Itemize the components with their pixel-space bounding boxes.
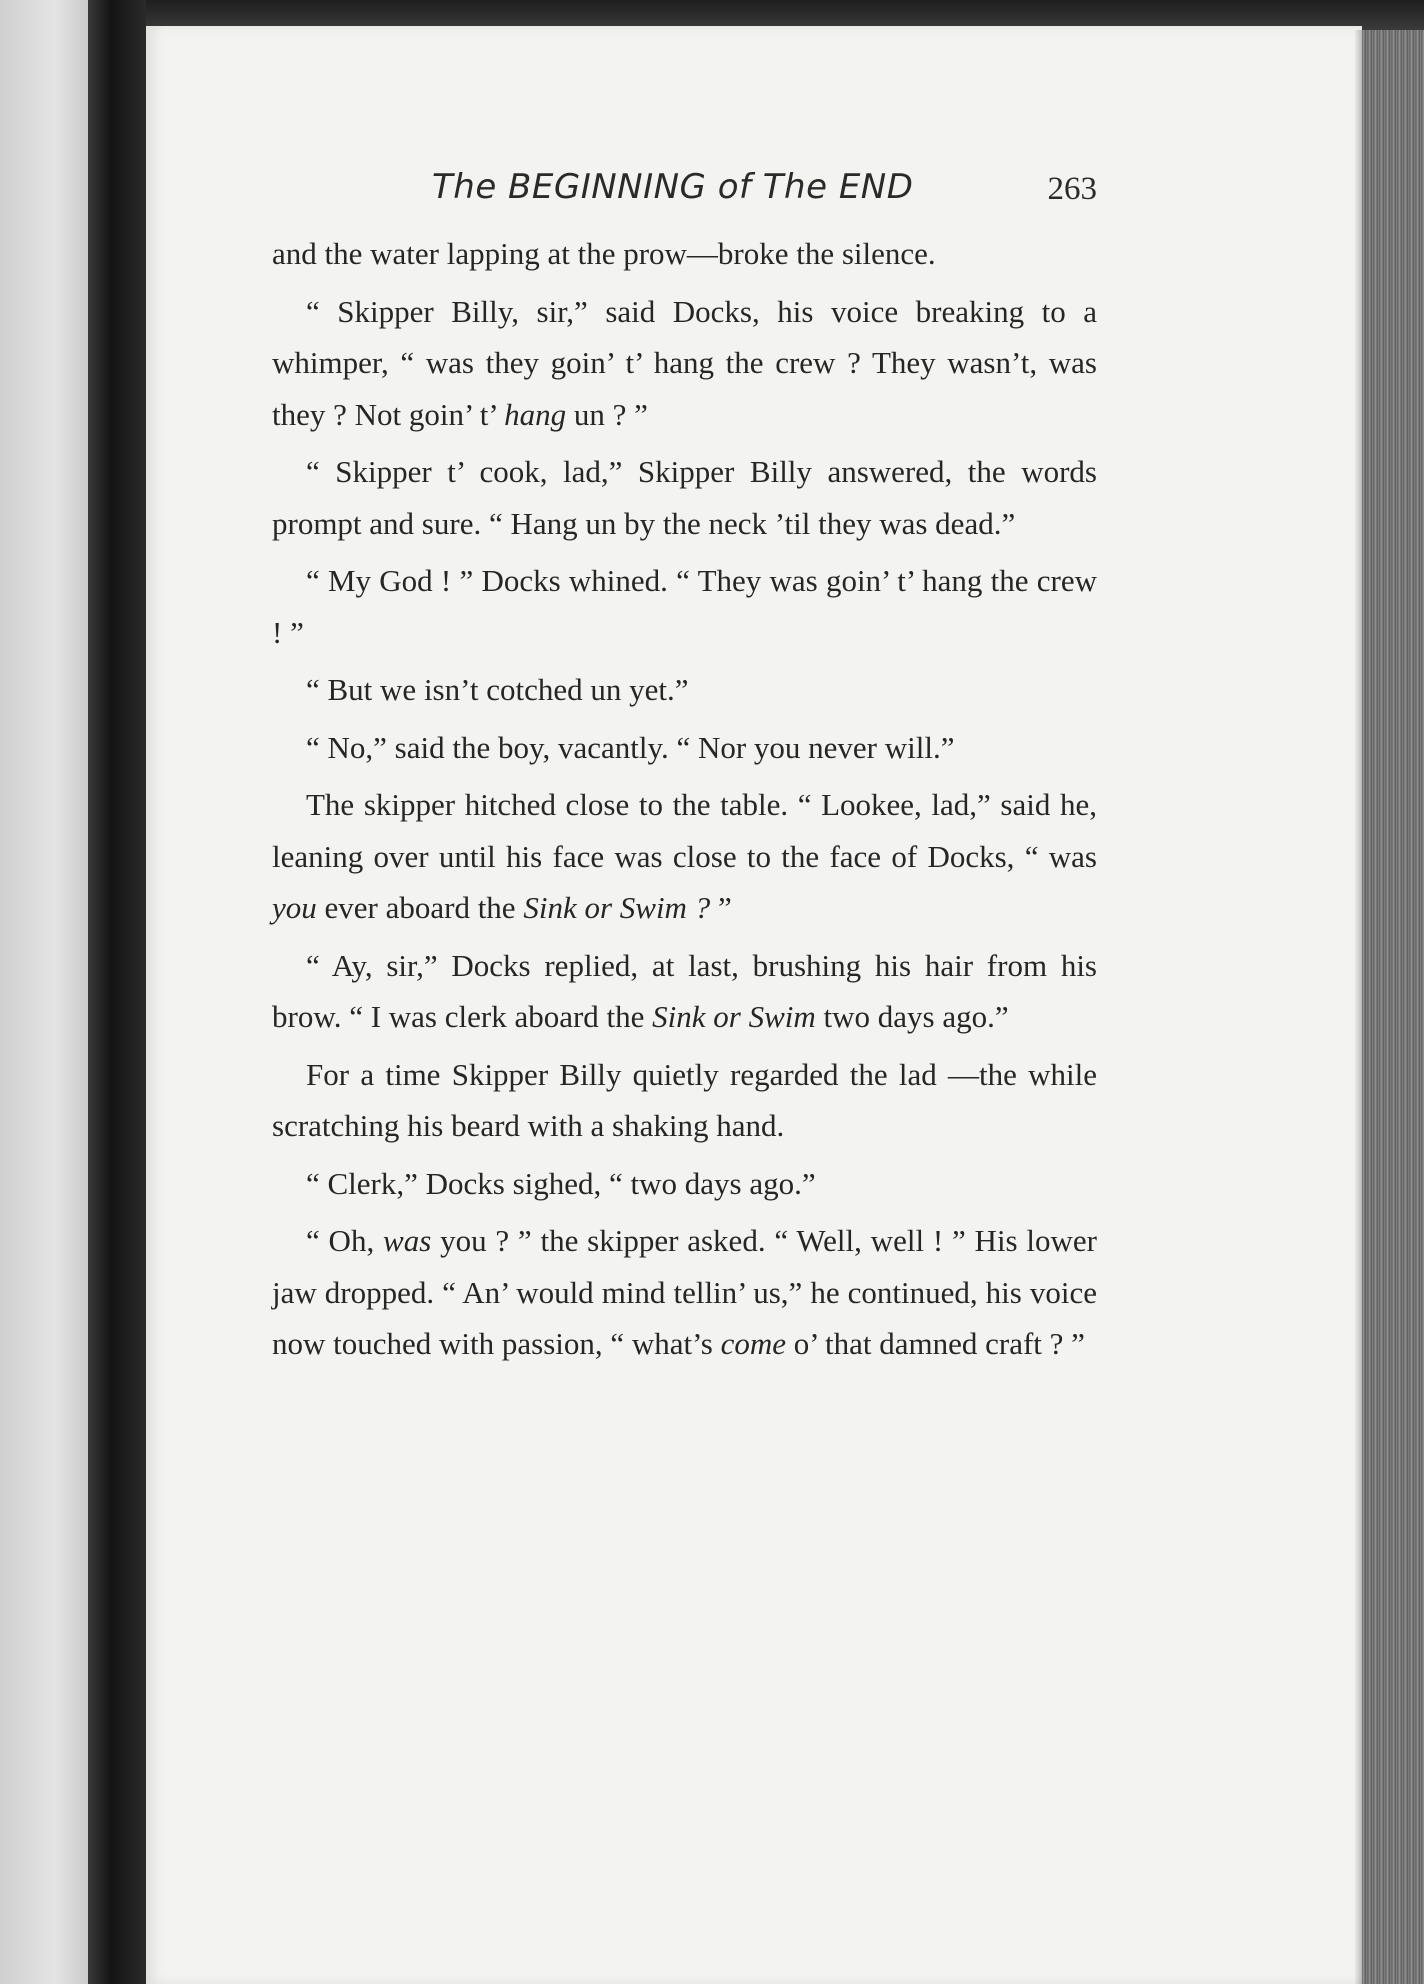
text-run: “ Ay, sir,” Docks replied, at last, brushing his hair from his brow. “ I was clerk aboard the	[272, 947, 1097, 1034]
paragraph	[272, 286, 1097, 441]
italic-run: hang	[504, 396, 567, 432]
running-head	[272, 160, 1097, 216]
italic-run: Sink or Swim	[652, 999, 816, 1034]
text-run: “ Skipper Billy, sir,” said Docks, his voice breaking to a whimper, “ was they goin’ t’ hang the crew ? They wasn’t, was they ? Not goin’ t’	[272, 293, 1097, 432]
paragraph	[272, 555, 1097, 658]
paragraph	[272, 1158, 1097, 1210]
page-number: 263	[1047, 171, 1097, 207]
paragraph	[272, 1049, 1097, 1152]
page-block-edges	[1362, 30, 1424, 1984]
paragraph	[272, 446, 1097, 549]
text-run: ever aboard the	[316, 890, 524, 925]
page-content	[272, 160, 1097, 1376]
text-run: “ No,” said the boy, vacantly. “ Nor you never will.”	[306, 729, 955, 765]
text-run: o’ that damned craft ? ”	[785, 1326, 1085, 1361]
text-run: two days ago.”	[815, 999, 1009, 1034]
text-run: “ Oh,	[306, 1223, 384, 1258]
paragraph	[272, 228, 1097, 280]
text-run: and the water lapping at the prow—broke the silence.	[272, 236, 936, 271]
paragraph	[272, 940, 1097, 1043]
text-run: un ? ”	[566, 396, 648, 432]
text-run: “ Clerk,” Docks sighed, “ two days ago.”	[306, 1165, 816, 1201]
facing-page-edge	[0, 0, 92, 1984]
text-run: For a time Skipper Billy quietly regarded the lad —the while scratching his beard with a shaking hand.	[272, 1056, 1097, 1143]
text-run: ”	[710, 890, 732, 925]
book-gutter	[88, 0, 146, 1984]
text-run: “ Skipper t’ cook, lad,” Skipper Billy answered, the words prompt and sure. “ Hang un by the neck ’til they was dead.”	[272, 454, 1097, 541]
paragraph	[272, 664, 1097, 716]
text-run: “ But we isn’t cotched un yet.”	[306, 672, 689, 707]
text-run: The skipper hitched close to the table. “ Lookee, lad,” said he, leaning over until his face was close to the face of Docks, “ was	[272, 787, 1097, 874]
text-run: you ? ” the skipper asked. “ Well, well ! ” His lower jaw dropped. “ An’ would mind tellin’ us,” he continued, his voice now touched with passion, “ what’s	[272, 1223, 1098, 1361]
italic-run: come	[720, 1326, 786, 1361]
italic-run: you	[272, 890, 317, 925]
italic-run: was	[383, 1223, 432, 1258]
paragraph	[272, 1215, 1097, 1370]
paragraph	[272, 779, 1097, 934]
text-run: “ My God ! ” Docks whined. “ They was goin’ t’ hang the crew ! ”	[272, 563, 1097, 650]
paragraph	[272, 722, 1097, 774]
running-title: The BEGINNING of The END	[432, 167, 914, 207]
italic-run: Sink or Swim ?	[523, 890, 711, 925]
